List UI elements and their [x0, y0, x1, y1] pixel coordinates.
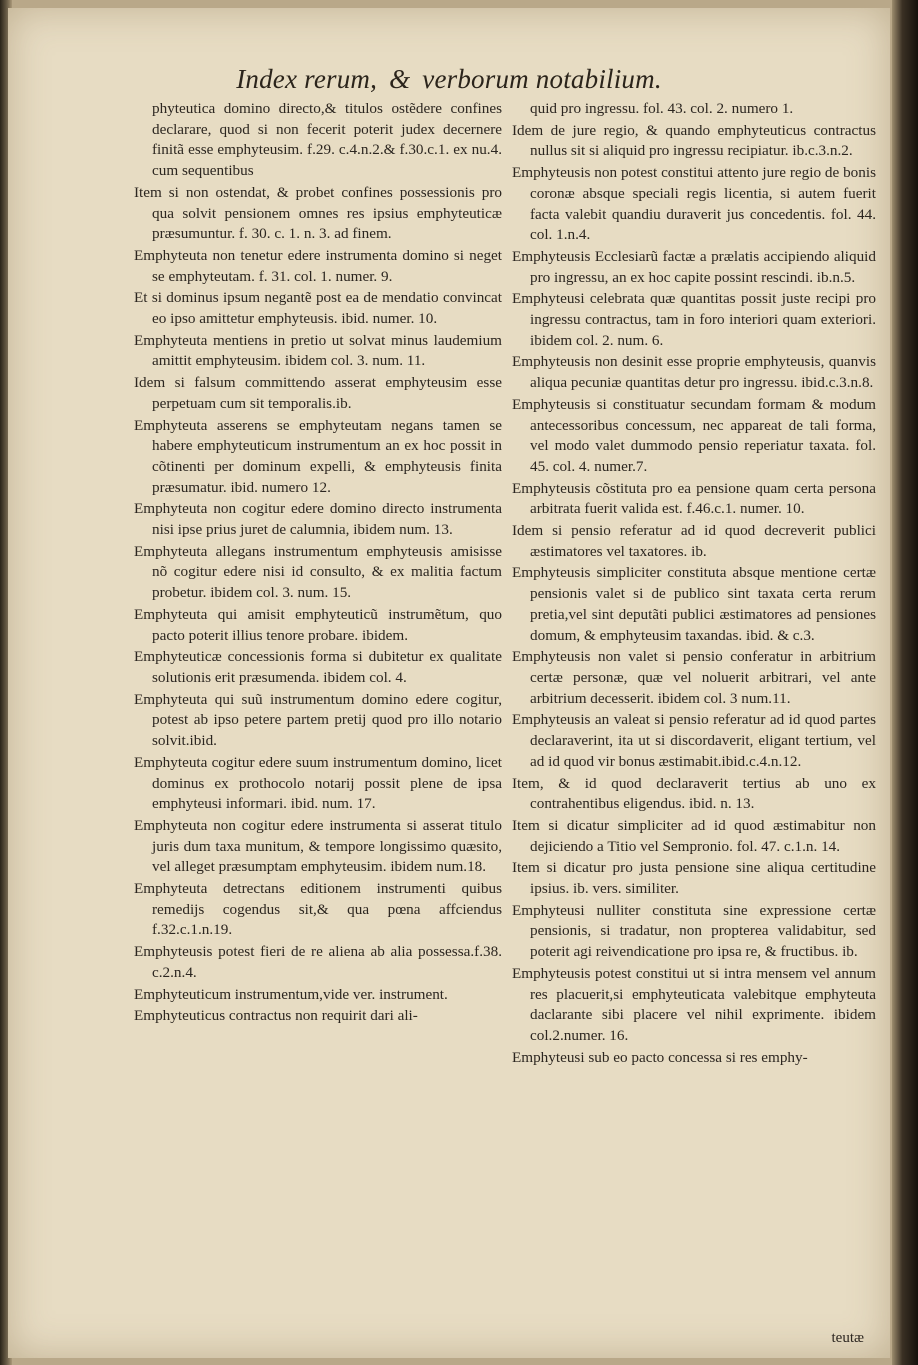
- index-entry: Emphyteuta mentiens in pretio ut solvat minus laudemium amittit emphyteusim. ibidem col. 3. num. 11.: [134, 331, 502, 370]
- index-entry: Emphyteuticum instrumentum,vide ver. instrument.: [134, 985, 448, 1003]
- index-entry: Emphyteuticæ concessionis forma si dubitetur ex qualitate solutionis erit præsumenda. ibidem col. 4.: [134, 648, 502, 686]
- index-entry: Emphyteuta asserens se emphyteutam negans tamen se habere emphyteuticum instrumentum an ex hoc possit in cõtinenti per dominum expelli, & emphyteusis finita præsumatur. ibid. numero 12.: [134, 416, 502, 496]
- index-entry: Idem si falsum committendo asserat emphyteusim esse perpetuam cum sit temporalis.ib.: [134, 374, 502, 412]
- index-entry: Idem si pensio referatur ad id quod decreverit publici æstimatores vel taxatores. ib.: [512, 522, 876, 560]
- index-entry: Emphyteusis Ecclesiarũ factæ a prælatis accipiendo aliquid pro ingressu, an ex hoc capite possint rescindi. ib.n.5.: [512, 247, 876, 286]
- index-entry: Item si dicatur pro justa pensione sine aliqua certitudine ipsius. ib. vers. similiter.: [512, 859, 876, 898]
- index-entry: Emphyteusi sub eo pacto concessa si res emphy-: [512, 1048, 808, 1066]
- index-entry: Emphyteuta non cogitur edere instrumenta si asserat titulo juris dum taxa munitum, & tempore longissimo quæsito, vel alleget præsumptam emphyteusim. ibidem num.18.: [134, 816, 502, 876]
- index-entry: Item si non ostendat, & probet confines possessionis pro qua solvit pensionem omnes res ipsius emphyteuticæ præsumuntur. f. 30. c. 1. n. 3. ad finem.: [134, 183, 502, 243]
- index-entry: Emphyteuta qui suũ instrumentum domino edere cogitur, potest ab ipso petere partem pretij quod pro illo notario solvit.ibid.: [134, 690, 502, 750]
- index-entry: Emphyteusis cõstituta pro ea pensione quam certa persona arbitrata fuerit valida est. f.46.c.1. numer. 10.: [512, 479, 876, 518]
- index-entry: Emphyteusis simpliciter constituta absque mentione certæ pensionis valet si de publico sint taxata certa rerum pretia,vel sint deputãti publici æstimatores ad pensiones domum, & emphyteusim taxandas. ibid. & c.3.: [512, 564, 876, 644]
- index-entry: phyteutica domino directo,& titulos ostẽdere confines declarare, quod si non fecerit poterit judex decernere finitã esse emphyteusim. f.29. c.4.n.2.& f.30.c.1. ex nu.4. cum sequentibus: [152, 100, 502, 180]
- index-entry: Item, & id quod declaraverit tertius ab uno ex contrahentibus eligendus. ibid. n. 13.: [512, 774, 876, 813]
- index-entry: Emphyteuta cogitur edere suum instrumentum domino, licet dominus ex prothocolo notarij possit plene de ipsa emphyteusi informari. ibid. num. 17.: [134, 753, 502, 813]
- book-page: [8, 8, 890, 1358]
- index-entry: Emphyteusis potest fieri de re aliena ab alia possessa.f.38. c.2.n.4.: [134, 943, 502, 981]
- index-entry: Emphyteusis non potest constitui attento jure regio de bonis coronæ absque speciali regis licentia, si autem fuerit facta valebit quandiu duraverit jus concedentis. fol. 44. col. 1.n.4.: [512, 164, 876, 244]
- index-entry: Item si dicatur simpliciter ad id quod æstimabitur non dejiciendo a Titio vel Sempronio. fol. 47. c.1.n. 14.: [512, 816, 876, 855]
- index-entry: Emphyteusi nulliter constituta sine expressione certæ pensionis, si tradatur, non propterea validabitur, sed poterit agi reivendicatione pro ipsa re, & fructibus. ib.: [512, 901, 876, 961]
- index-entry: Emphyteuticus contractus non requirit dari ali-: [134, 1007, 418, 1025]
- index-entry: Emphyteuta non tenetur edere instrumenta domino si neget se emphyteutam. f. 31. col. 1. numer. 9.: [134, 246, 502, 285]
- header-right-text: verborum notabilium.: [422, 64, 662, 94]
- header-ampersand: &: [389, 64, 411, 94]
- header-left-text: Index rerum,: [236, 64, 378, 94]
- index-entry: Et si dominus ipsum negantẽ post ea de mendatio convincat eo ipso amittetur emphyteusis. ibid. numer. 10.: [134, 289, 502, 328]
- book-spine-right: [892, 0, 918, 1365]
- index-entry: Emphyteuta qui amisit emphyteuticũ instrumẽtum, quo pacto poterit illius tenore probare. ibidem.: [134, 605, 502, 644]
- index-entry: Emphyteusis an valeat si pensio referatur ad id quod partes declaraverint, ita ut si discordaverit, eligant tertium, vel ad id quod vir bonus æstimabit.ibid.c.4.n.12.: [512, 711, 876, 770]
- index-column-left: [134, 99, 502, 1329]
- index-entry: Emphyteusis non valet si pensio conferatur in arbitrium certæ personæ, quæ vel noluerit arbitrari, vel ante arbitrium decesserit. ibidem col. 3 num.11.: [512, 648, 876, 707]
- index-entry: Emphyteusis non desinit esse proprie emphyteusis, quanvis aliqua pecuniæ quantitas detur pro ingressu. ibid.c.3.n.8.: [512, 353, 876, 392]
- index-entry: Emphyteuta allegans instrumentum emphyteusis amisisse nõ cogitur edere nisi id consulto, & ex malitia factum probetur. ibidem col. 3. num. 15.: [134, 542, 502, 602]
- running-header: [8, 64, 890, 104]
- index-entry: quid pro ingressu. fol. 43. col. 2. numero 1.: [530, 100, 794, 117]
- index-entry: Emphyteusis si constituatur secundam formam & modum antecessoribus concessum, nec appareat de tali forma, vel modo valet dummodo pensio reperiatur taxata. fol. 45. col. 4. numer.7.: [512, 395, 876, 475]
- index-entry: Idem de jure regio, & quando emphyteuticus contractus nullus sit si aliquid pro ingressu recipiatur. ib.c.3.n.2.: [512, 121, 876, 160]
- index-entry: Emphyteuta non cogitur edere domino directo instrumenta nisi ipse prius juret de calumnia, ibidem num. 13.: [134, 500, 502, 539]
- index-entry: Emphyteuta detrectans editionem instrumenti quibus remedijs cogendus sit,& qua pœna affciendus f.32.c.1.n.19.: [134, 880, 502, 939]
- catchword: teutæ: [831, 1330, 864, 1346]
- index-entry: Emphyteusi celebrata quæ quantitas possit juste recipi pro ingressu contractus, tam in foro interiori quam exteriori. ibidem col. 2. num. 6.: [512, 290, 876, 349]
- index-column-right: [512, 99, 876, 1329]
- index-entry: Emphyteusis potest constitui ut si intra mensem vel annum res placuerit,si emphyteuticata valebitque emphyteuta daclarante sibi placere vel nihil exprimente. ibidem col.2.numer. 16.: [512, 964, 876, 1044]
